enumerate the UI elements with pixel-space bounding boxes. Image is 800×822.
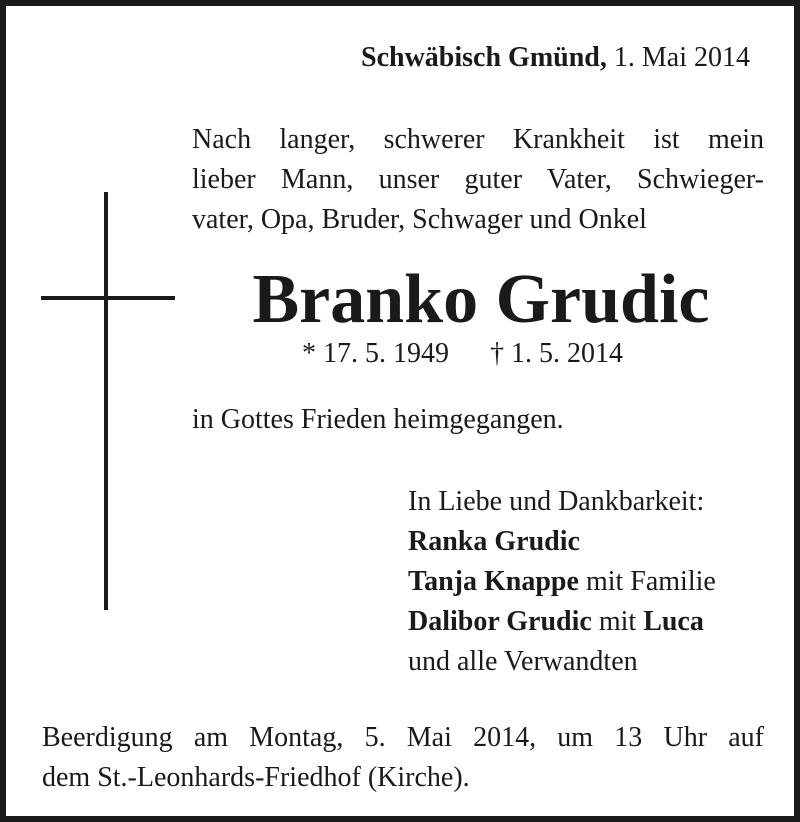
birth-date: * 17. 5. 1949 [302, 338, 449, 369]
passed-away-text: in Gottes Frieden heimgegangen. [192, 404, 564, 435]
cross-icon [104, 192, 108, 610]
notice-date: 1. Mai 2014 [613, 42, 750, 73]
mourner-suffix: mit [591, 606, 644, 637]
mourner-extra-name: Luca [643, 606, 704, 637]
mourner-suffix: mit Familie [578, 566, 716, 597]
intro-text [192, 120, 764, 240]
mourner-name: Dalibor Grudic [408, 606, 592, 637]
mourner-name: Tanja Knappe [408, 566, 579, 597]
mourner-entry [408, 562, 716, 602]
funeral-line: Beerdigung am Montag, 5. Mai 2014, um 13 Uhr auf [42, 722, 764, 753]
place-date-line [361, 38, 750, 78]
mourners-closing: und alle Verwandten [408, 646, 638, 677]
place-name: Schwäbisch Gmünd, [361, 42, 607, 73]
intro-line: vater, Opa, Bruder, Schwager und Onkel [192, 204, 647, 235]
mourners-block [408, 482, 716, 682]
mourner-entry [408, 522, 716, 562]
life-dates [302, 334, 623, 374]
mourner-name: Ranka Grudic [408, 526, 580, 557]
intro-line: lieber Mann, unser guter Vater, Schwieger- [192, 164, 764, 195]
mourner-entry [408, 602, 716, 642]
funeral-info [42, 718, 764, 798]
death-date: † 1. 5. 2014 [490, 338, 623, 369]
intro-line: Nach langer, schwerer Krankheit ist mein [192, 124, 764, 155]
mourners-intro: In Liebe und Dankbarkeit: [408, 486, 705, 517]
funeral-line: dem St.-Leonhards-Friedhof (Kirche). [42, 762, 470, 793]
deceased-name: Branko Grudic [252, 261, 710, 338]
cross-icon-crossbar [41, 296, 175, 300]
